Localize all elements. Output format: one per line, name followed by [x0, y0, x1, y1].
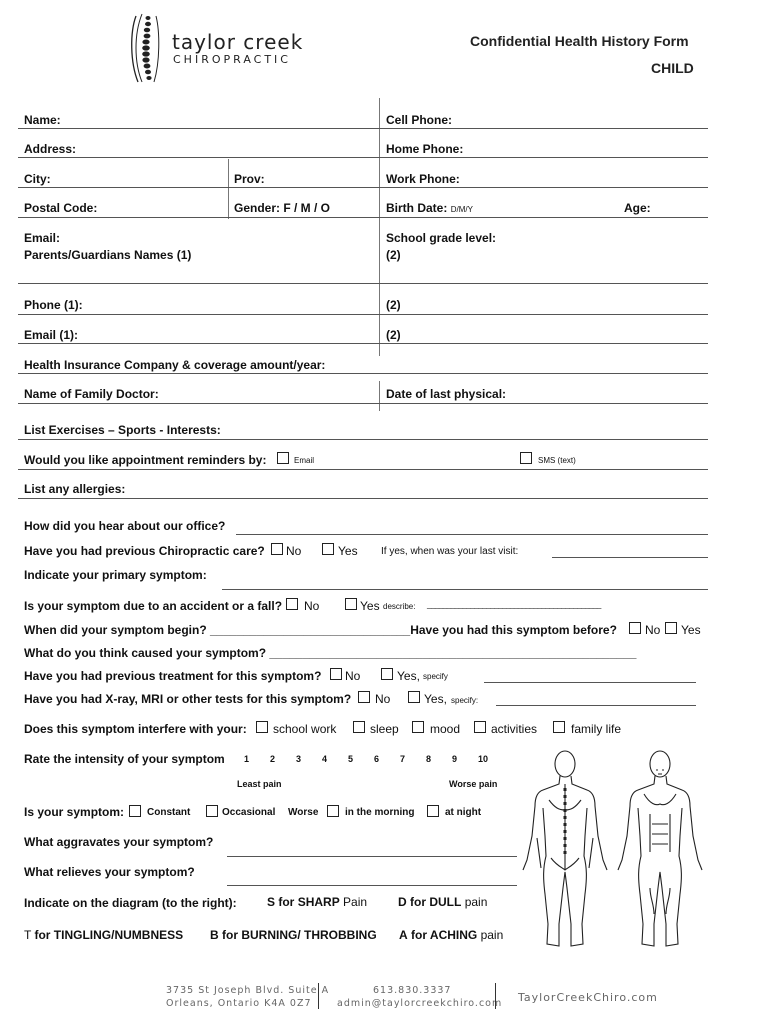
scale-value[interactable]: 6	[374, 754, 380, 764]
what-caused-question: What do you think caused your symptom? _______________________________________________________	[24, 646, 637, 660]
phone-1-field[interactable]: Phone (1):	[24, 298, 83, 312]
gender-field[interactable]: Gender: F / M / O	[234, 201, 331, 215]
legend-dull: D for DULL pain	[398, 895, 488, 909]
row-line	[18, 314, 708, 315]
primary-symptom-line[interactable]	[222, 589, 708, 590]
scale-value[interactable]: 9	[452, 754, 458, 764]
xray-question: Have you had X-ray, MRI or other tests for this symptom?	[24, 692, 352, 706]
yes-label: Yes,	[424, 692, 447, 706]
spine-logo-icon	[126, 12, 166, 84]
form-subtitle: CHILD	[651, 60, 694, 76]
interfere-option-label: activities	[491, 722, 538, 736]
footer-divider	[495, 983, 496, 1009]
column-divider-doctor	[379, 381, 380, 411]
scale-value[interactable]: 2	[270, 754, 276, 764]
postal-code-field[interactable]: Postal Code:	[24, 201, 98, 215]
interfere-family-checkbox[interactable]	[553, 721, 565, 733]
exercises-field[interactable]: List Exercises – Sports - Interests:	[24, 423, 221, 437]
row-line	[18, 469, 708, 470]
scale-value[interactable]: 3	[296, 754, 302, 764]
yes-label: Yes	[681, 623, 701, 637]
interfere-school-checkbox[interactable]	[256, 721, 268, 733]
name-field[interactable]: Name:	[24, 113, 61, 127]
reminder-email-checkbox[interactable]	[277, 452, 289, 464]
primary-symptom-question: Indicate your primary symptom:	[24, 568, 207, 582]
birth-date-label: Birth Date:	[386, 201, 448, 215]
family-doctor-field[interactable]: Name of Family Doctor:	[24, 387, 159, 401]
footer-address-1: 3735 St Joseph Blvd. Suite A	[166, 985, 330, 996]
is-your-symptom-question: Is your symptom:	[24, 805, 125, 819]
aggravates-question: What aggravates your symptom?	[24, 835, 214, 849]
specify-label: specify	[423, 672, 448, 681]
interfere-option-label: mood	[430, 722, 461, 736]
logo-subtitle: CHIROPRACTIC	[173, 53, 291, 66]
aggravates-line[interactable]	[227, 856, 517, 857]
night-checkbox[interactable]	[427, 805, 439, 817]
occasional-label: Occasional	[222, 807, 276, 818]
yes-label: Yes	[360, 599, 380, 613]
least-pain-label: Least pain	[237, 779, 282, 789]
reminder-email-label: Email	[294, 456, 315, 465]
birth-date-field[interactable]	[386, 201, 473, 215]
interfere-option-label: sleep	[370, 722, 399, 736]
legend-tingling: T for TINGLING/NUMBNESS	[24, 928, 184, 942]
worse-pain-label: Worse pain	[449, 779, 498, 789]
last-visit-line[interactable]	[552, 557, 708, 558]
before-yes-checkbox[interactable]	[665, 622, 677, 634]
email-1-field[interactable]: Email (1):	[24, 328, 79, 342]
constant-checkbox[interactable]	[129, 805, 141, 817]
email-field[interactable]: Email:	[24, 231, 61, 245]
describe-label: describe:	[383, 602, 416, 611]
last-visit-label: If yes, when was your last visit:	[381, 546, 519, 557]
scale-value[interactable]: 4	[322, 754, 328, 764]
no-label: No	[286, 544, 302, 558]
cell-phone-field[interactable]: Cell Phone:	[386, 113, 453, 127]
night-label: at night	[445, 807, 482, 818]
body-front-icon	[618, 751, 702, 946]
prev-chiro-yes-checkbox[interactable]	[322, 543, 334, 555]
footer-website[interactable]: TaylorCreekChiro.com	[518, 991, 658, 1004]
interfere-option-label: school work	[273, 722, 337, 736]
reminder-sms-label: SMS (text)	[538, 456, 576, 465]
prev-chiro-question: Have you had previous Chiropractic care?	[24, 544, 265, 558]
column-divider-small	[228, 159, 229, 219]
logo-name: taylor creek	[172, 30, 304, 54]
parents-2-field[interactable]: (2)	[386, 248, 401, 262]
footer-email[interactable]: admin@taylorcreekchiro.com	[337, 998, 503, 1009]
legend-sharp: S for SHARP Pain	[267, 895, 368, 909]
row-line	[18, 157, 708, 158]
relieves-line[interactable]	[227, 885, 517, 886]
home-phone-field[interactable]: Home Phone:	[386, 142, 464, 156]
scale-value[interactable]: 1	[244, 754, 250, 764]
address-field[interactable]: Address:	[24, 142, 77, 156]
body-back-icon	[523, 751, 607, 946]
accident-no-checkbox[interactable]	[286, 598, 298, 610]
footer-phone: 613.830.3337	[373, 985, 452, 996]
hear-about-line[interactable]	[236, 534, 708, 535]
interfere-activities-checkbox[interactable]	[474, 721, 486, 733]
row-line	[18, 403, 708, 404]
yes-label: Yes	[338, 544, 358, 558]
row-line	[18, 439, 708, 440]
column-divider	[379, 98, 380, 356]
no-label: No	[345, 669, 361, 683]
row-line	[18, 373, 708, 374]
city-field[interactable]: City:	[24, 172, 51, 186]
footer-address-2: Orleans, Ontario K4A 0Z7	[166, 998, 312, 1009]
row-line	[18, 343, 708, 344]
specify-label: specify:	[451, 696, 479, 705]
email-2-field[interactable]: (2)	[386, 328, 401, 342]
treatment-no-checkbox[interactable]	[330, 668, 342, 680]
intensity-scale[interactable]	[244, 754, 504, 768]
body-diagram[interactable]	[515, 748, 715, 958]
prov-field[interactable]: Prov:	[234, 172, 265, 186]
interfere-sleep-checkbox[interactable]	[353, 721, 365, 733]
hear-about-question: How did you hear about our office?	[24, 519, 226, 533]
accident-question: Is your symptom due to an accident or a fall?	[24, 599, 283, 613]
before-no-checkbox[interactable]	[629, 622, 641, 634]
last-physical-field[interactable]: Date of last physical:	[386, 387, 507, 401]
row-line	[18, 128, 708, 129]
treatment-yes-checkbox[interactable]	[381, 668, 393, 680]
footer-divider	[318, 983, 319, 1009]
interfere-option-label: family life	[571, 722, 622, 736]
row-line	[18, 217, 708, 218]
work-phone-field[interactable]: Work Phone:	[386, 172, 460, 186]
no-label: No	[304, 599, 320, 613]
row-line	[18, 498, 708, 499]
row-line	[18, 187, 708, 188]
row-line	[18, 283, 708, 284]
morning-label: in the morning	[345, 807, 415, 818]
reminders-label: Would you like appointment reminders by:	[24, 453, 267, 467]
scale-value[interactable]: 10	[478, 754, 489, 764]
reminder-sms-checkbox[interactable]	[520, 452, 532, 464]
occasional-checkbox[interactable]	[206, 805, 218, 817]
no-label: No	[375, 692, 391, 706]
age-field[interactable]: Age:	[624, 201, 651, 215]
prev-chiro-no-checkbox[interactable]	[271, 543, 283, 555]
accident-yes-checkbox[interactable]	[345, 598, 357, 610]
worse-label: Worse	[288, 807, 319, 818]
treatment-specify-line[interactable]	[484, 682, 696, 683]
yes-label: Yes,	[397, 669, 420, 683]
rate-question: Rate the intensity of your symptom	[24, 752, 225, 766]
scale-value[interactable]: 7	[400, 754, 406, 764]
xray-no-checkbox[interactable]	[358, 691, 370, 703]
interfere-question: Does this symptom interfere with your:	[24, 722, 247, 736]
form-title: Confidential Health History Form	[470, 33, 689, 49]
school-grade-field[interactable]: School grade level:	[386, 231, 497, 245]
insurance-field[interactable]: Health Insurance Company & coverage amount/year:	[24, 358, 326, 372]
when-begin-question: When did your symptom begin? ______________________________Have you had this symptom before?	[24, 623, 617, 637]
birth-date-format: D/M/Y	[450, 205, 473, 214]
allergies-field[interactable]: List any allergies:	[24, 482, 126, 496]
interfere-mood-checkbox[interactable]	[412, 721, 424, 733]
relieves-question: What relieves your symptom?	[24, 865, 195, 879]
phone-2-field[interactable]: (2)	[386, 298, 401, 312]
describe-line[interactable]: ____________________________________________	[427, 600, 601, 609]
legend-aching: A for ACHING pain	[399, 928, 504, 942]
morning-checkbox[interactable]	[327, 805, 339, 817]
scale-value[interactable]: 8	[426, 754, 432, 764]
constant-label: Constant	[147, 807, 191, 818]
indicate-diagram-label: Indicate on the diagram (to the right):	[24, 896, 237, 910]
xray-specify-line[interactable]	[496, 705, 696, 706]
legend-burning: B for BURNING/ THROBBING	[210, 928, 377, 942]
parents-field[interactable]: Parents/Guardians Names (1)	[24, 248, 192, 262]
no-label: No	[645, 623, 661, 637]
xray-yes-checkbox[interactable]	[408, 691, 420, 703]
prev-treatment-question: Have you had previous treatment for this symptom?	[24, 669, 322, 683]
scale-value[interactable]: 5	[348, 754, 354, 764]
